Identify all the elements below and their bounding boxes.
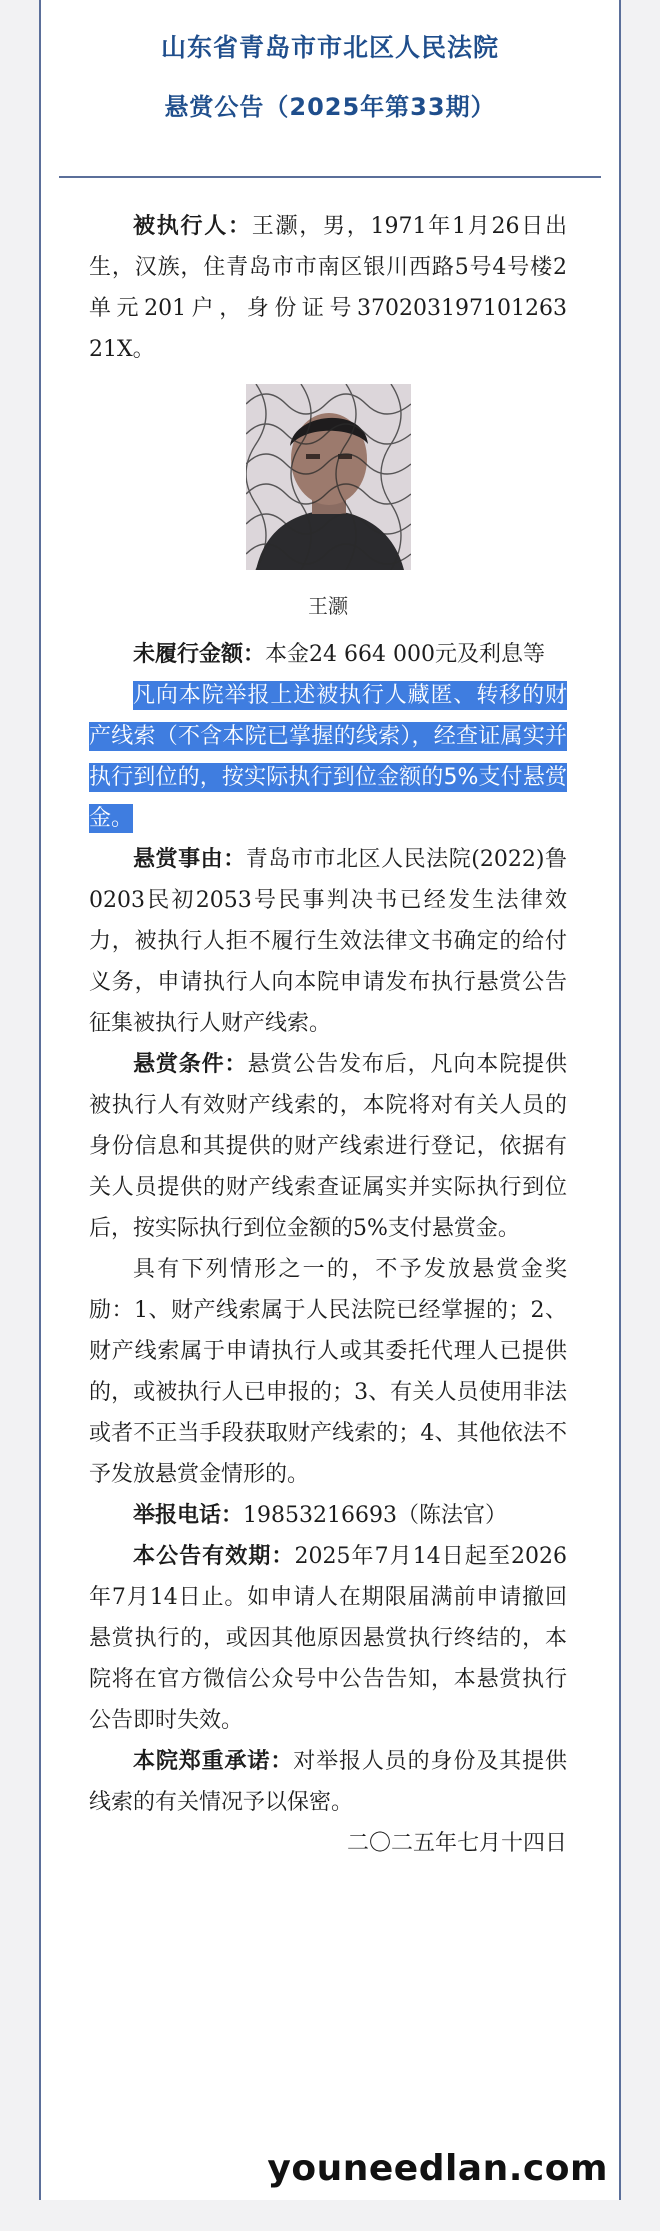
notice-header (41, 0, 619, 178)
debtor-label: 被执行人： (133, 214, 252, 239)
debtor-photo (246, 384, 411, 570)
site-watermark: youneedlan.com (267, 2148, 608, 2189)
promise-text: 对举报人员的身份及其提供线索的有关情况予以保密。 (89, 1749, 567, 1815)
hotline-label: 举报电话： (133, 1503, 244, 1528)
notice-date: 二〇二五年七月十四日 (346, 1831, 567, 1856)
photo-caption: 王灏 (308, 594, 348, 618)
promise-paragraph (89, 1741, 567, 1823)
reward-offer-highlight: 凡向本院举报上述被执行人藏匿、转移的财产线索（不含本院已掌握的线索），经查证属实并执行到位的，按实际执行到位金额的5%支付悬赏金。 (89, 683, 567, 831)
notice-body (89, 206, 567, 1864)
conditions-paragraph (89, 1044, 567, 1249)
hotline-text: 19853216693（陈法官） (243, 1503, 507, 1528)
amount-text: 本金24 664 000元及利息等 (265, 642, 545, 667)
amount-label: 未履行金额： (133, 642, 266, 667)
exclusions-paragraph: 具有下列情形之一的，不予发放悬赏金奖励：1、财产线索属于人民法院已经掌握的；2、财产线索属于申请执行人或其委托代理人已提供的，或被执行人已申报的；3、有关人员使用非法或者不正当手段获取财产线索的；4、其他依法不予发放悬赏金情形的。 (89, 1257, 567, 1487)
reason-paragraph (89, 839, 567, 1044)
validity-paragraph (89, 1536, 567, 1741)
reason-text: 青岛市市北区人民法院(2022)鲁0203民初2053号民事判决书已经发生法律效力，被执行人拒不履行生效法律文书确定的给付义务，申请执行人向本院申请发布执行悬赏公告征集被执行人财产线索。 (89, 847, 567, 1036)
portrait-image (246, 384, 411, 570)
reward-offer-paragraph (89, 675, 567, 839)
conditions-label: 悬赏条件： (133, 1052, 248, 1077)
amount-paragraph (89, 634, 567, 675)
court-name: 山东省青岛市市北区人民法院 (160, 33, 499, 62)
conditions-text: 悬赏公告发布后，凡向本院提供被执行人有效财产线索的，本院将对有关人员的身份信息和其提供的财产线索进行登记，依据有关人员提供的财产线索查证属实并实际执行到位后，按实际执行到位金额的5%支付悬赏金。 (89, 1052, 567, 1241)
debtor-paragraph (89, 206, 567, 370)
debtor-text: 王灏，男，1971年1月26日出生，汉族，住青岛市市南区银川西路5号4号楼2单元201户，身份证号370203197101263 21X。 (89, 214, 567, 362)
debtor-photo-block (89, 384, 567, 626)
notice-page (39, 0, 621, 2200)
reason-label: 悬赏事由： (133, 847, 246, 872)
promise-label: 本院郑重承诺： (133, 1749, 294, 1774)
issue-title: 悬赏公告（2025年第33期） (164, 93, 496, 121)
hotline-paragraph (89, 1495, 567, 1536)
validity-label: 本公告有效期： (133, 1544, 295, 1569)
header-divider (59, 176, 601, 178)
validity-text: 2025年7月14日起至2026年7月14日止。如申请人在期限届满前申请撤回悬赏执行的，或因其他原因悬赏执行终结的，本院将在官方微信公众号中公告告知，本悬赏执行公告即时失效。 (89, 1544, 567, 1733)
